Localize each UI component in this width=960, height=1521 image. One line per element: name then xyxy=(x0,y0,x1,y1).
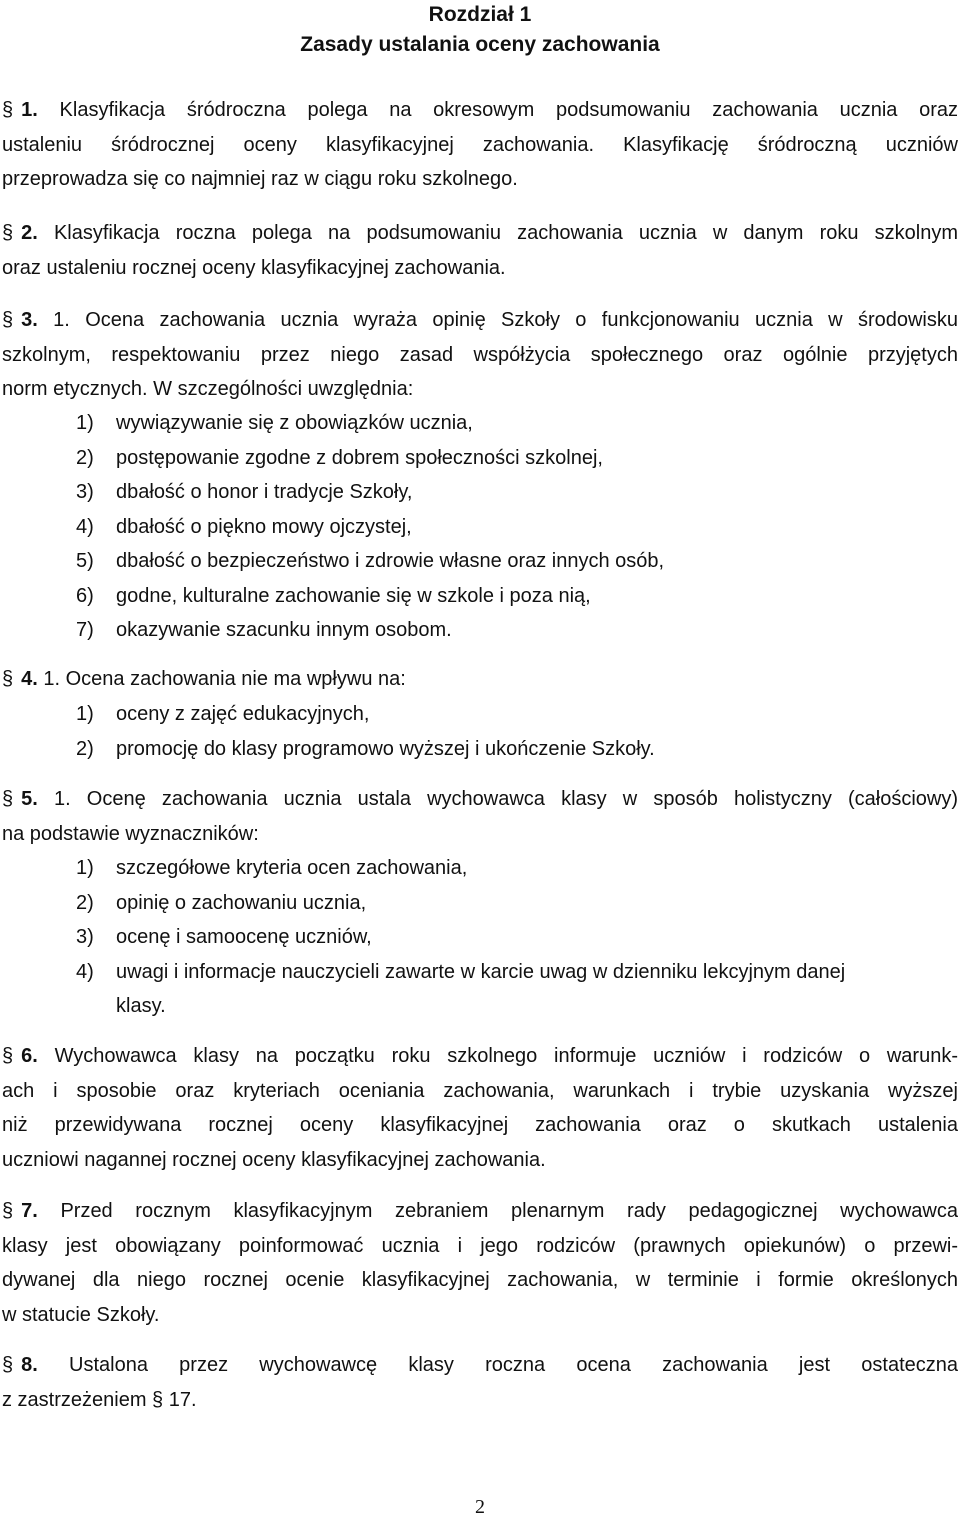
section-2-label: § 2. xyxy=(2,222,38,244)
section-4-line-1: § 4. 1. Ocena zachowania nie ma wpływu na: xyxy=(2,668,406,690)
section-4 xyxy=(2,662,958,697)
list-item: 1) szczegółowe kryteria ocen zachowania, xyxy=(76,857,468,879)
chapter-subheading: Zasady ustalania oceny zachowania xyxy=(300,33,660,56)
list-item: 1) oceny z zajęć edukacyjnych, xyxy=(76,703,370,725)
section-7-label: § 7. xyxy=(2,1200,38,1222)
section-8-line-1: § 8. Ustalona przez wychowawcę klasy roczna ocena zachowania jest ostateczna xyxy=(2,1354,958,1376)
list-item: 3) dbałość o honor i tradycje Szkoły, xyxy=(76,481,413,503)
section-5-list xyxy=(76,851,960,1024)
section-7-line-1: § 7. Przed rocznym klasyfikacyjnym zebraniem plenarnym rady pedagogicznej wychowawca xyxy=(2,1200,958,1222)
section-7-line-4: w statucie Szkoły. xyxy=(2,1303,160,1326)
section-8 xyxy=(2,1348,958,1417)
section-5-label: § 5. xyxy=(2,788,38,810)
page-number: 2 xyxy=(475,1496,485,1518)
section-3-label: § 3. xyxy=(2,309,38,331)
list-item: 6) godne, kulturalne zachowanie się w szkole i poza nią, xyxy=(76,584,591,607)
list-item: 2) postępowanie zgodne z dobrem społeczności szkolnej, xyxy=(76,446,603,469)
section-1-label: § 1. xyxy=(2,99,38,121)
section-6-line-3: niż przewidywana rocznej oceny klasyfikacyjnej zachowania oraz o skutkach ustalenia xyxy=(2,1114,958,1136)
section-3-line-2: szkolnym, respektowaniu przez niego zasad współżycia społecznego oraz ogólnie przyjętych xyxy=(2,343,958,366)
list-item: 2) promocję do klasy programowo wyższej i ukończenie Szkoły. xyxy=(76,737,655,760)
section-5-line-2: na podstawie wyznaczników: xyxy=(2,822,259,845)
section-1 xyxy=(2,93,958,197)
section-5-line-1: § 5. 1. Ocenę zachowania ucznia ustala wychowawca klasy w sposób holistyczny (całościowy) xyxy=(2,788,958,810)
section-6-line-2: ach i sposobie oraz kryteriach oceniania zachowania, warunkach i trybie uzyskania wyższej xyxy=(2,1079,958,1102)
section-1-line-1: § 1. Klasyfikacja śródroczna polega na okresowym podsumowaniu zachowania ucznia oraz xyxy=(2,99,959,121)
section-6-label: § 6. xyxy=(2,1045,38,1067)
section-8-line-2: z zastrzeżeniem § 17. xyxy=(2,1388,197,1411)
section-3-line-3: norm etycznych. W szczególności uwzględnia: xyxy=(2,378,414,400)
list-item-continuation: klasy. xyxy=(116,995,166,1017)
section-6 xyxy=(2,1039,958,1177)
section-4-label: § 4. xyxy=(2,668,38,690)
section-6-line-4: uczniowi nagannej rocznej oceny klasyfikacyjnej zachowania. xyxy=(2,1148,546,1171)
section-3 xyxy=(2,303,958,407)
section-2-line-1: § 2. Klasyfikacja roczna polega na podsumowaniu zachowania ucznia w danym roku szkolnym xyxy=(2,222,958,244)
section-1-line-3: przeprowadza się co najmniej raz w ciągu roku szkolnego. xyxy=(2,168,518,190)
section-3-list xyxy=(76,406,960,648)
section-7 xyxy=(2,1194,958,1332)
section-2 xyxy=(2,216,958,285)
section-1-line-2: ustaleniu śródrocznej oceny klasyfikacyjnej zachowania. Klasyfikację śródroczną uczniów xyxy=(2,133,958,156)
section-7-line-2: klasy jest obowiązany poinformować ucznia i jego rodziców (prawnych opiekunów) o przewi- xyxy=(2,1234,958,1257)
section-5 xyxy=(2,782,958,851)
section-4-list xyxy=(76,697,960,766)
list-item: 7) okazywanie szacunku innym osobom. xyxy=(76,619,452,641)
section-8-label: § 8. xyxy=(2,1354,38,1376)
list-item: 4) uwagi i informacje nauczycieli zawarte w karcie uwag w dzienniku lekcyjnym danej xyxy=(76,960,846,983)
chapter-heading: Rozdział 1 xyxy=(428,3,532,26)
section-7-line-3: dywanej dla niego rocznej ocenie klasyfikacyjnej zachowania, w terminie i formie określonych xyxy=(2,1269,958,1291)
list-item: 3) ocenę i samoocenę uczniów, xyxy=(76,926,372,948)
list-item: 1) wywiązywanie się z obowiązków ucznia, xyxy=(76,412,473,434)
list-item: 5) dbałość o bezpieczeństwo i zdrowie własne oraz innych osób, xyxy=(76,550,665,572)
section-6-line-1: § 6. Wychowawca klasy na początku roku szkolnego informuje uczniów i rodziców o warunk- xyxy=(2,1045,958,1067)
section-3-line-1: § 3. 1. Ocena zachowania ucznia wyraża opinię Szkoły o funkcjonowaniu ucznia w środowisku xyxy=(2,309,958,331)
list-item: 4) dbałość o piękno mowy ojczystej, xyxy=(76,515,412,538)
section-2-line-2: oraz ustaleniu rocznej oceny klasyfikacyjnej zachowania. xyxy=(2,256,506,279)
list-item: 2) opinię o zachowaniu ucznia, xyxy=(76,891,367,914)
